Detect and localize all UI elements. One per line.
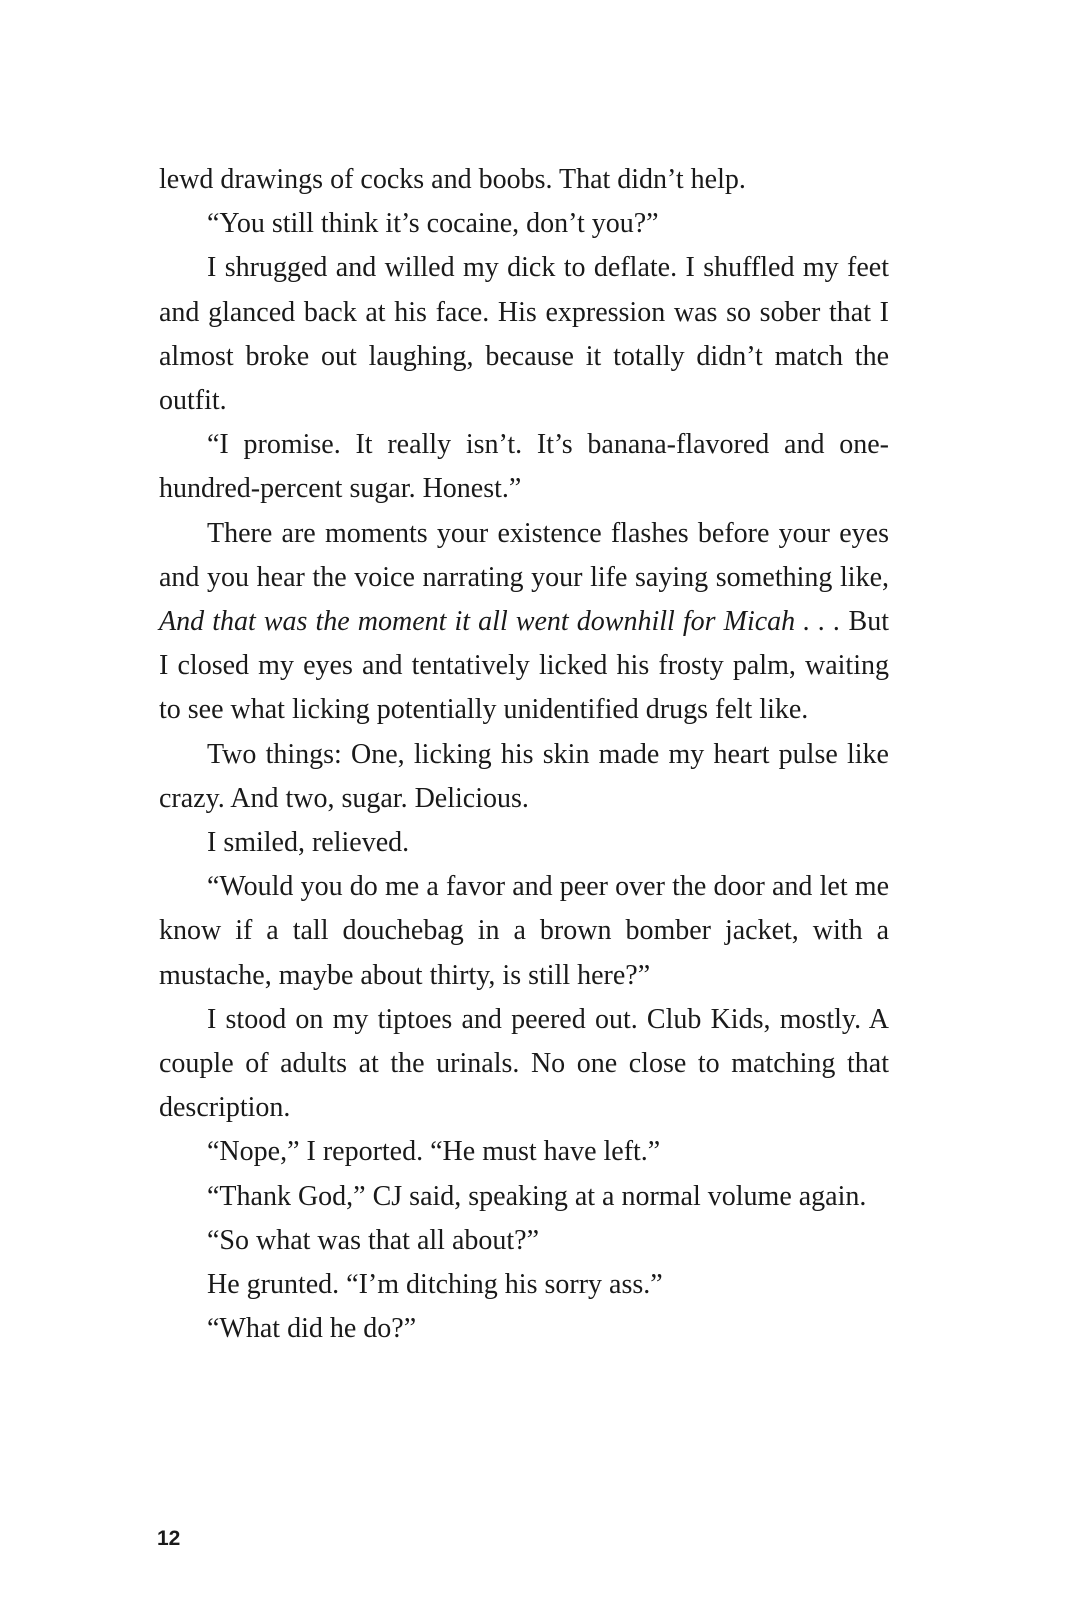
paragraph: I shrugged and willed my dick to deflate. I shuffled my feet and glanced back at his face. His expression was so sober that I almost broke out laughing, because it totally didn’t match the outfit. — [159, 252, 889, 417]
paragraph: “You still think it’s cocaine, don’t you?” — [207, 208, 659, 240]
paragraph: “What did he do?” — [207, 1313, 417, 1345]
paragraph-continuation: lewd drawings of cocks and boobs. That didn’t help. — [159, 164, 746, 195]
paragraph-with-italic — [159, 512, 889, 733]
paragraph-text-after: But I closed my eyes and tentatively licked his frosty palm, waiting to see what licking potentially unidentified drugs felt like. — [159, 606, 889, 726]
paragraph: “Would you do me a favor and peer over the door and let me know if a tall douchebag in a brown bomber jacket, with a mustache, maybe about thirty, is still here?” — [159, 871, 889, 991]
paragraph: I smiled, relieved. — [207, 827, 410, 859]
page-number: 12 — [157, 1527, 181, 1550]
body-text — [159, 158, 889, 1351]
paragraph: “So what was that all about?” — [207, 1224, 540, 1256]
paragraph: I stood on my tiptoes and peered out. Club Kids, mostly. A couple of adults at the urinals. No one close to matching that description. — [159, 1003, 889, 1124]
italic-narration: And that was the moment it all went downhill for Micah . . . — [159, 606, 841, 638]
paragraph: “I promise. It really isn’t. It’s banana-flavored and one-hundred-percent sugar. Honest.” — [159, 429, 889, 505]
paragraph-text-before: There are moments your existence flashes before your eyes and you hear the voice narrating your life saying something like, — [159, 517, 889, 593]
paragraph: He grunted. “I’m ditching his sorry ass.” — [207, 1269, 663, 1301]
paragraph: “Nope,” I reported. “He must have left.” — [207, 1136, 661, 1168]
paragraph: Two things: One, licking his skin made my heart pulse like crazy. And two, sugar. Delicious. — [159, 738, 889, 814]
paragraph: “Thank God,” CJ said, speaking at a normal volume again. — [207, 1180, 867, 1212]
